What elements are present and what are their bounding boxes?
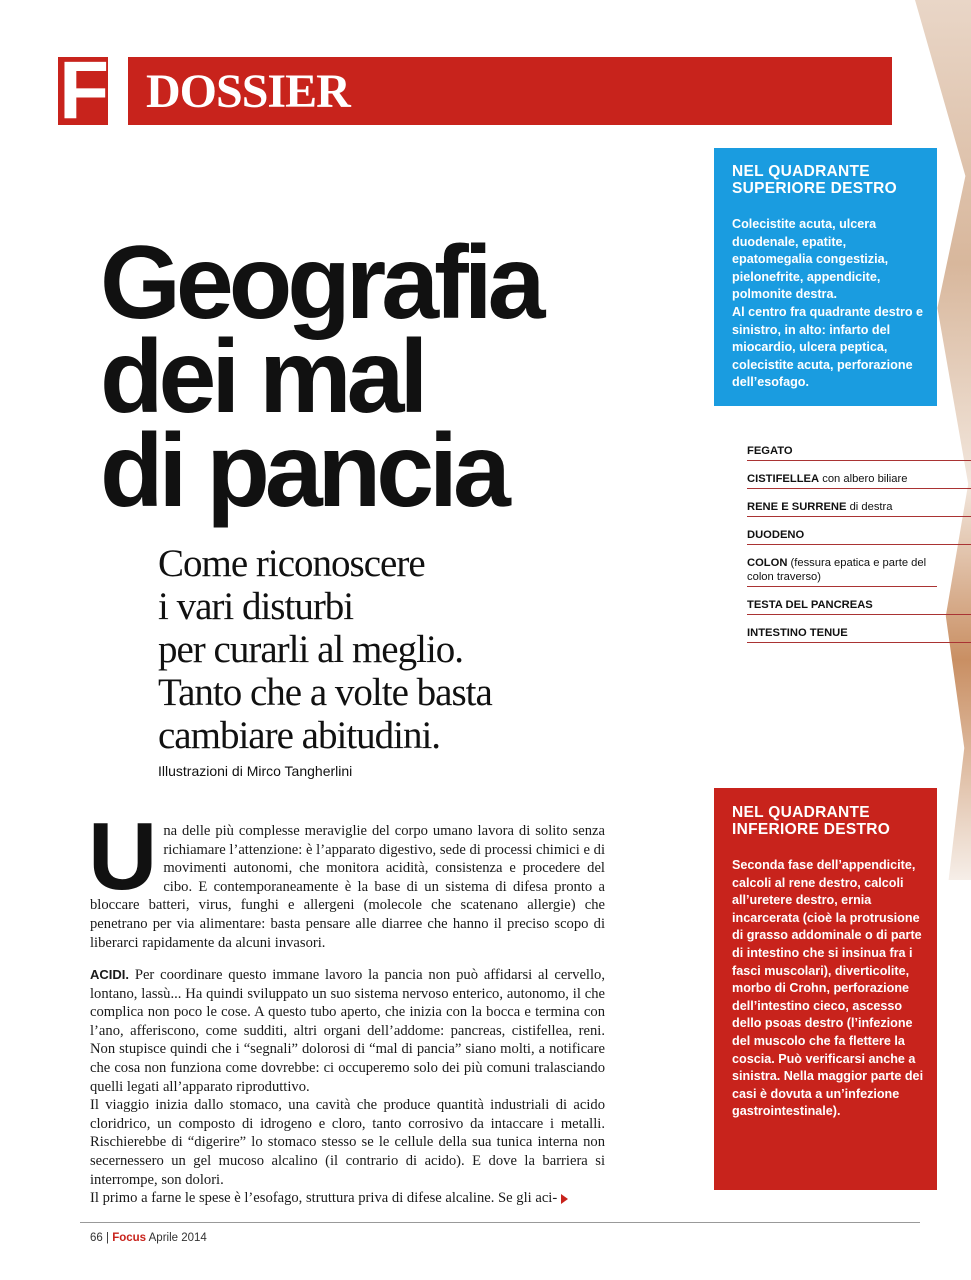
box-text [732,216,927,392]
continue-arrow-icon [561,1194,568,1204]
intro-paragraph [88,803,605,952]
box-title [732,804,890,838]
illustration-fragment [915,0,971,880]
headline-line: di pancia [100,413,506,529]
page-number: 66 [90,1232,103,1244]
article-body [90,966,605,1208]
box-title [732,163,897,197]
legend-note: (fessura epatica e parte del colon traverso) [747,557,927,583]
subtitle [158,542,588,757]
subtitle-line: Tanto che a volte basta [158,671,492,714]
legend-item [747,500,971,517]
paragraph [90,1189,605,1208]
headline-line: Geografia [100,225,541,341]
footer-separator: | [106,1232,109,1244]
headline [100,225,660,529]
box-text: Seconda fase dell’appendicite, calcoli al rene destro, calcoli all’uretere destro, ernia incarcerata (cioè la protrusione di grasso addominale o di parte di intestino che si insinua fra i fasci muscolari), diverticolite, morbo di Crohn, perforazione dell’intestino cieco, ascesso dello psoas destro (l’infezione del muscolo che fa flettere la coscia. Può verificarsi anche a sinistra. Nella maggior parte dei casi è dovuta a un’infezione gastrointestinale). [732,858,924,1119]
legend-name: CISTIFELLEA [747,473,820,485]
illustration-credit: Illustrazioni di Mirco Tangherlini [158,763,353,779]
issue-date: Aprile 2014 [148,1232,207,1244]
lead-in: ACIDI. [90,967,129,982]
legend-item [747,472,971,489]
paragraph [90,966,605,1096]
drop-cap: U [88,803,158,910]
upper-quadrant-box [714,148,937,406]
legend-note: con albero biliare [822,473,908,485]
box-title-line: INFERIORE DESTRO [732,821,891,838]
legend-name: DUODENO [747,529,805,541]
magazine-name: Focus [112,1232,147,1244]
paragraph-text: Per coordinare questo immane lavoro la pancia non può affidarsi al cervello, lontano, lassù... Ha quindi sviluppato un suo sistema nervoso enterico, autonomo, il che complica non poco le cose. A questo tubo aperto, che inizia con la bocca e termina con l’ano, afferiscono, come sudditi, altri organi dell’addome: pancreas, cistifellea, reni. Non stupisce quindi che i “segnali” dolorosi di “mal di pancia” siano molti, a notificare che cosa non funziona come dovrebbe: ci occuperemo solo dei più comuni tralasciando quelli legati all’apparato riproduttivo. [90,967,605,1095]
box-title-line: NEL QUADRANTE [732,804,870,821]
section-title: DOSSIER [146,65,350,118]
legend-item [747,598,971,615]
legend-name: TESTA DEL PANCREAS [747,599,873,611]
box-paragraph: Al centro fra quadrante destro e sinistro, in alto: infarto del miocardio, ulcera peptica, colecistite acuta, perforazione dell’esofago. [732,304,924,390]
legend-item [747,444,971,461]
subtitle-line: per curarli al meglio. [158,628,464,671]
box-paragraph: Colecistite acuta, ulcera duodenale, epatite, epatomegalia congestizia, pielonefrite, appendicite, polmonite destra. [732,217,889,302]
lower-quadrant-box [714,788,937,1190]
subtitle-line: Come riconoscere [158,542,425,585]
paragraph: Il viaggio inizia dallo stomaco, una cavità che produce quantità industriali di acido cloridrico, un composto di idrogeno e cloro, tanto corrosivo da intaccare i metalli. Rischierebbe di “digerire” lo stomaco stesso se le cellule della sua tunica interna non secernessero un gel mucoso alcalino (il contrario di acido). E dove la barriera si interrompe, son dolori. [90,1097,605,1188]
page-footer [90,1232,207,1244]
legend-name: FEGATO [747,445,793,457]
legend-item [747,528,971,545]
box-title-line: SUPERIORE DESTRO [732,180,897,197]
legend-name: RENE E SURRENE [747,501,847,513]
section-banner [128,57,892,125]
focus-logo: F [58,57,108,125]
legend-name: INTESTINO TENUE [747,627,848,639]
paragraph-text: Il primo a farne le spese è l’esofago, struttura priva di difese alcaline. Se gli aci- [90,1190,558,1207]
legend-item [747,556,937,587]
subtitle-line: cambiare abitudini. [158,714,441,757]
intro-text: na delle più complesse meraviglie del corpo umano lavora di solito senza richiamare l’attenzione: è l’apparato digestivo, sede di processi chimici e di movimenti autonomi, che monitora acidità, consistenza e procedere del cibo. E contemporaneamente è la base di un sistema di difesa pronto a bloccare batteri, virus, funghi e allergeni (molecole che scatenano allergie) che penetrano per via alimentare: basta pensare alle diarree che hanno il preciso scopo di liberarci rapidamente da alcuni invasori. [90,823,605,951]
subtitle-line: i vari disturbi [158,585,354,628]
footer-divider [80,1222,920,1223]
box-title-line: NEL QUADRANTE [732,163,870,180]
legend-item [747,626,971,643]
legend-name: COLON [747,557,788,569]
legend-note: di destra [849,501,893,513]
headline-line: dei mal [100,319,424,435]
